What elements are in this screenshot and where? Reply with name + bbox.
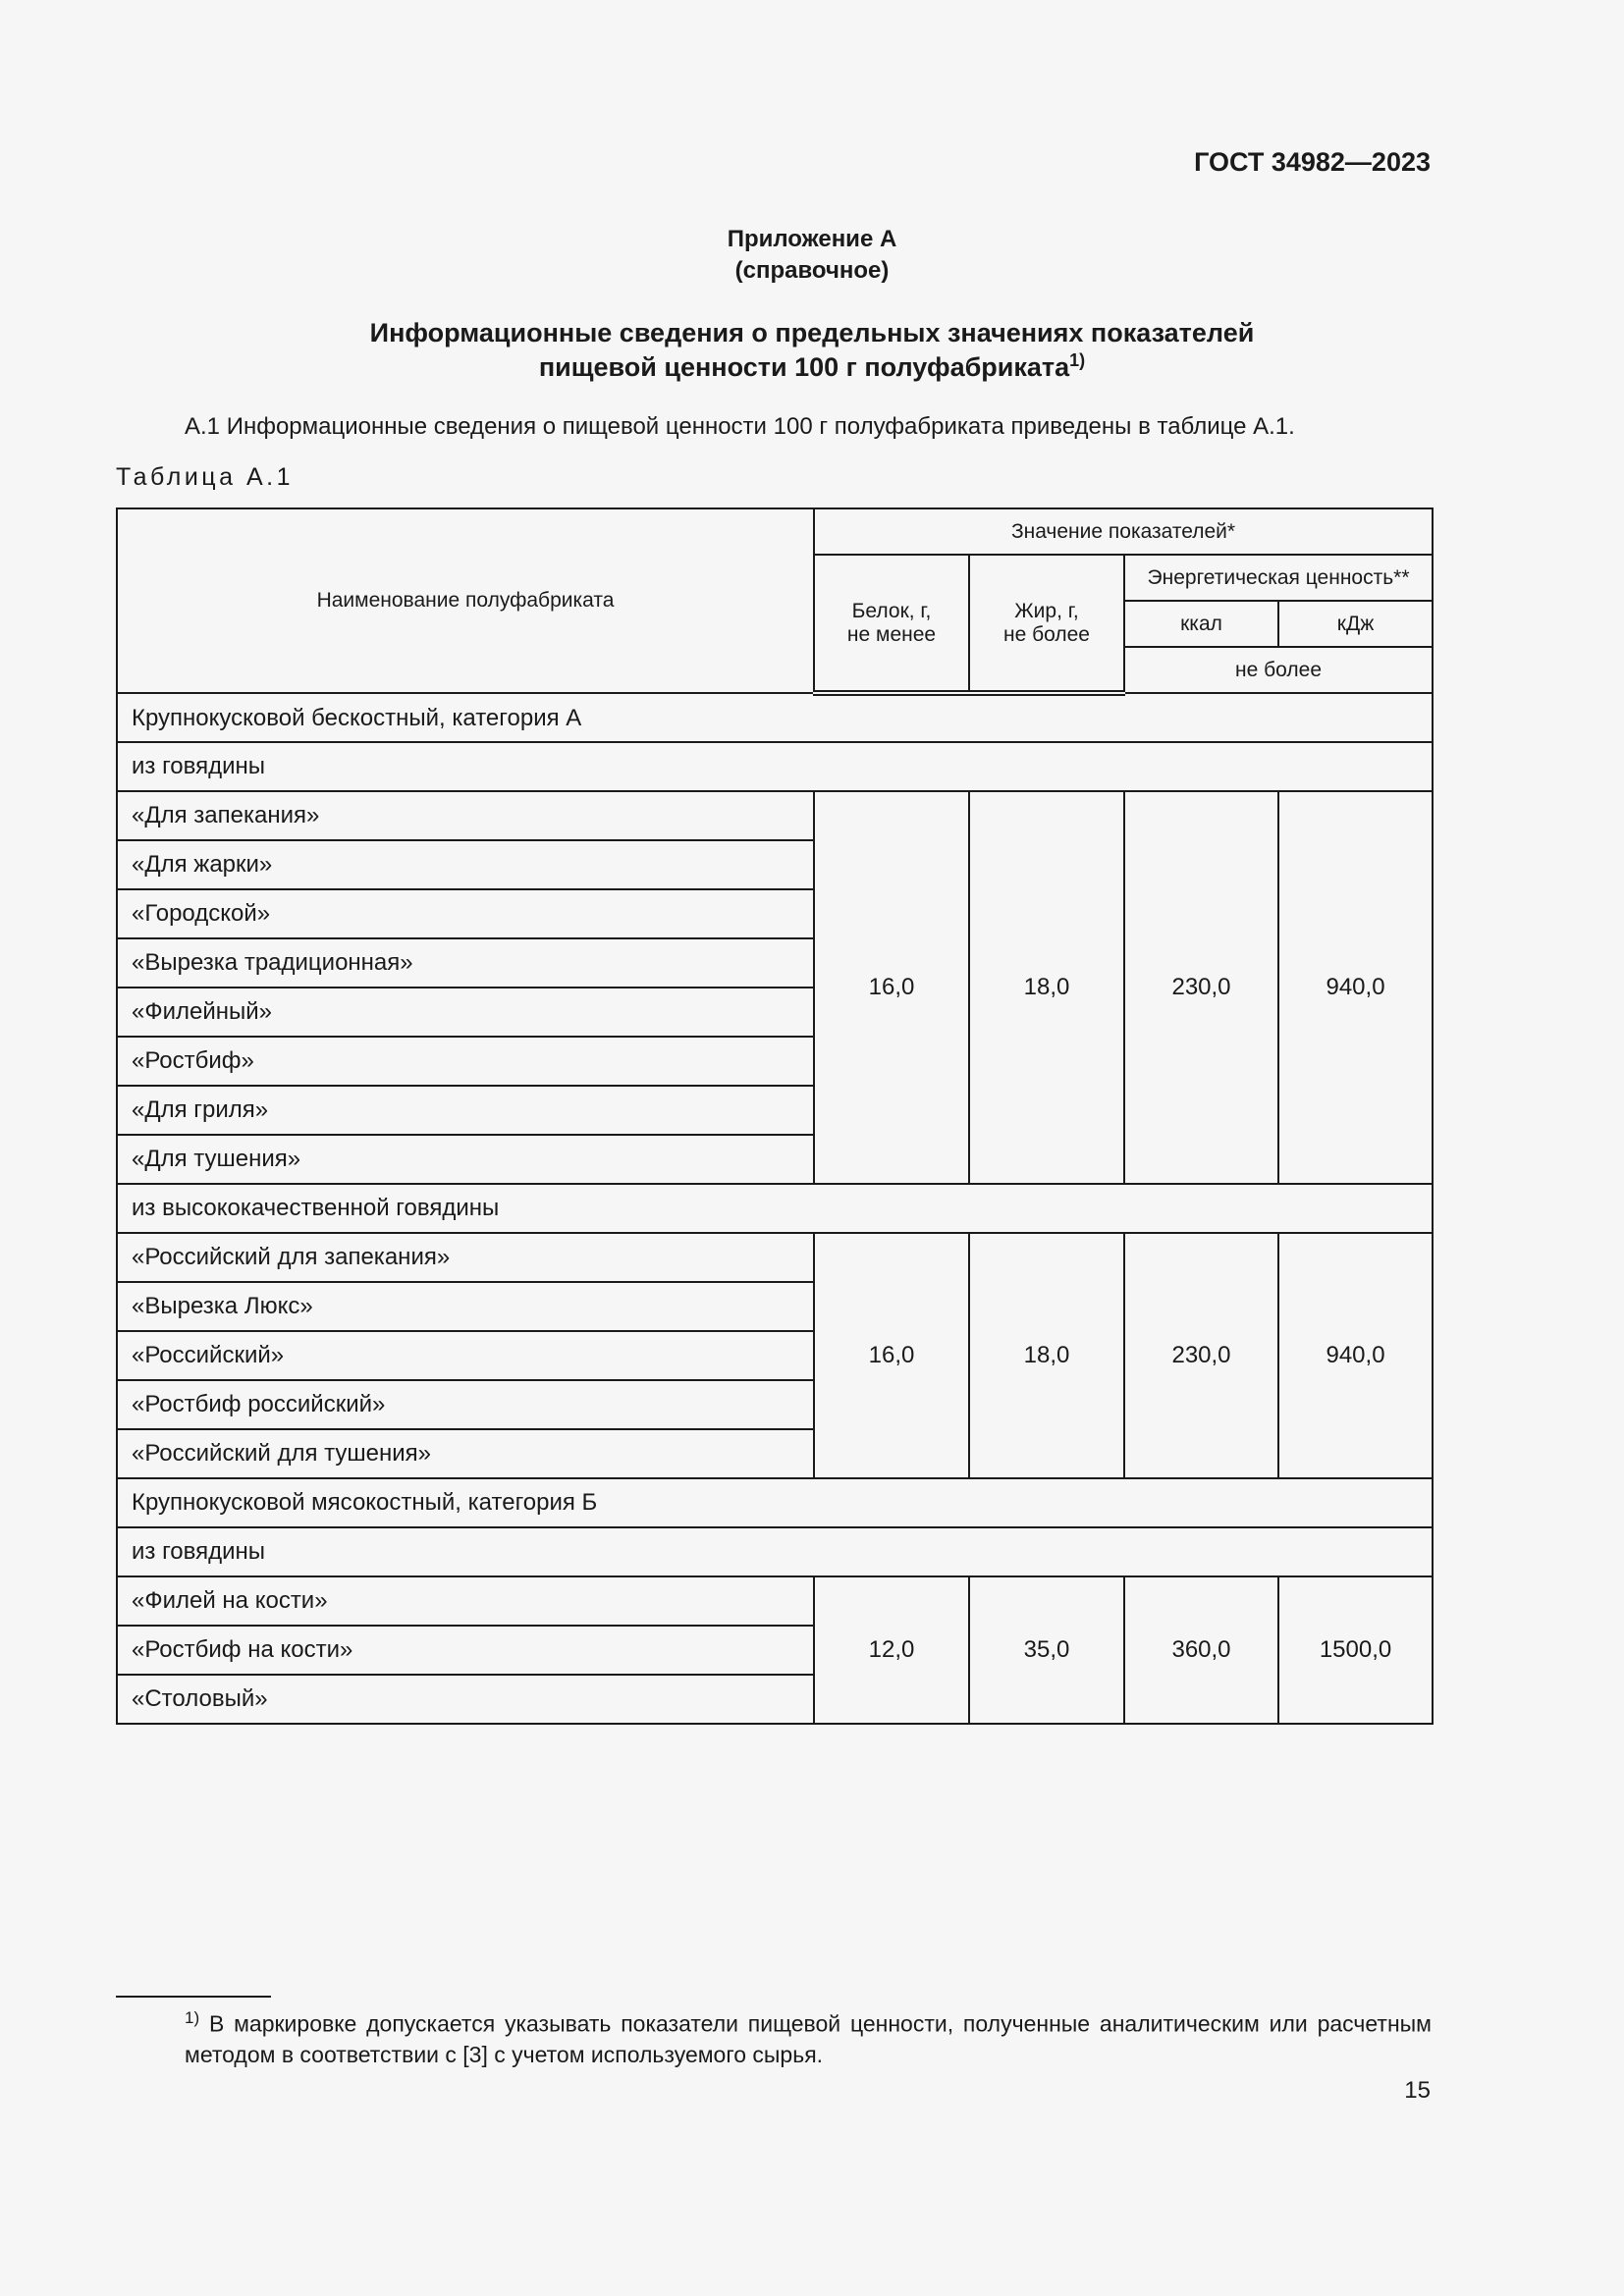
table-row-name: «Для жарки» bbox=[117, 840, 814, 889]
table-row-name: «Вырезка традиционная» bbox=[117, 938, 814, 988]
table-row-name: «Российский» bbox=[117, 1331, 814, 1380]
section-title-line-2-text: пищевой ценности 100 г полуфабриката bbox=[538, 352, 1070, 382]
header-fat-note: не более bbox=[1003, 622, 1090, 646]
page-number: 15 bbox=[1404, 2077, 1431, 2104]
header-protein-label: Белок, г, bbox=[851, 599, 932, 622]
intro-paragraph: А.1 Информационные сведения о пищевой ценности 100 г полуфабриката приведены в таблице А.1. bbox=[185, 413, 1295, 440]
header-fat-label: Жир, г, bbox=[1014, 599, 1079, 622]
subsection-row: из говядины bbox=[117, 1527, 1433, 1576]
protein-value: 16,0 bbox=[814, 791, 969, 1184]
fat-value: 35,0 bbox=[969, 1576, 1124, 1724]
section-title-line-2 bbox=[0, 350, 1624, 385]
protein-value: 12,0 bbox=[814, 1576, 969, 1724]
nutrition-table bbox=[116, 507, 1434, 1725]
appendix-heading bbox=[0, 224, 1624, 287]
footnote-reference: 1) bbox=[1069, 350, 1086, 370]
appendix-subtitle: (справочное) bbox=[734, 257, 890, 284]
footnote-mark: 1) bbox=[185, 2008, 200, 2027]
section-title bbox=[0, 316, 1624, 385]
header-indicators: Значение показателей* bbox=[814, 508, 1433, 555]
subsection-row: из говядины bbox=[117, 742, 1433, 791]
table-row-name: «Столовый» bbox=[117, 1675, 814, 1724]
header-protein-note: не менее bbox=[846, 622, 937, 646]
header-name: Наименование полуфабриката bbox=[117, 508, 814, 693]
header-kj: кДж bbox=[1278, 601, 1433, 647]
kcal-value: 230,0 bbox=[1124, 1233, 1278, 1478]
section-title-line-1: Информационные сведения о предельных значениях показателей bbox=[369, 318, 1255, 347]
table-row-name: «Для гриля» bbox=[117, 1086, 814, 1135]
kcal-value: 360,0 bbox=[1124, 1576, 1278, 1724]
footnote-text: В маркировке допускается указывать показатели пищевой ценности, полученные аналитическим или расчетным методом в соответствии с [3] с учетом используемого сырья. bbox=[185, 2010, 1432, 2067]
footnote bbox=[116, 2002, 1432, 2070]
table-row-name: «Ростбиф» bbox=[117, 1037, 814, 1086]
document-code: ГОСТ 34982—2023 bbox=[1194, 147, 1431, 177]
appendix-title: Приложение А bbox=[727, 226, 897, 252]
header-energy: Энергетическая ценность** bbox=[1124, 555, 1433, 601]
kcal-value: 230,0 bbox=[1124, 791, 1278, 1184]
header-kcal: ккал bbox=[1124, 601, 1278, 647]
table-row-name: «Ростбиф российский» bbox=[117, 1380, 814, 1429]
kj-value: 940,0 bbox=[1278, 791, 1433, 1184]
table-row-name: «Российский для запекания» bbox=[117, 1233, 814, 1282]
section-row: Крупнокусковой бескостный, категория А bbox=[117, 693, 1433, 742]
table-caption: Таблица А.1 bbox=[116, 463, 294, 491]
kj-value: 1500,0 bbox=[1278, 1576, 1433, 1724]
table-row-name: «Ростбиф на кости» bbox=[117, 1626, 814, 1675]
table-row-name: «Российский для тушения» bbox=[117, 1429, 814, 1478]
table-row-name: «Для тушения» bbox=[117, 1135, 814, 1184]
header-fat bbox=[969, 555, 1124, 693]
footnote-body bbox=[116, 2002, 1432, 2070]
fat-value: 18,0 bbox=[969, 791, 1124, 1184]
header-energy-note: не более bbox=[1124, 647, 1433, 693]
table-row-name: «Филей на кости» bbox=[117, 1576, 814, 1626]
section-row: Крупнокусковой мясокостный, категория Б bbox=[117, 1478, 1433, 1527]
fat-value: 18,0 bbox=[969, 1233, 1124, 1478]
table-row-name: «Филейный» bbox=[117, 988, 814, 1037]
header-protein bbox=[814, 555, 969, 693]
subsection-row: из высококачественной говядины bbox=[117, 1184, 1433, 1233]
table-row-name: «Для запекания» bbox=[117, 791, 814, 840]
footnote-divider bbox=[116, 1996, 271, 1998]
table-row-name: «Вырезка Люкс» bbox=[117, 1282, 814, 1331]
kj-value: 940,0 bbox=[1278, 1233, 1433, 1478]
protein-value: 16,0 bbox=[814, 1233, 969, 1478]
table-row-name: «Городской» bbox=[117, 889, 814, 938]
